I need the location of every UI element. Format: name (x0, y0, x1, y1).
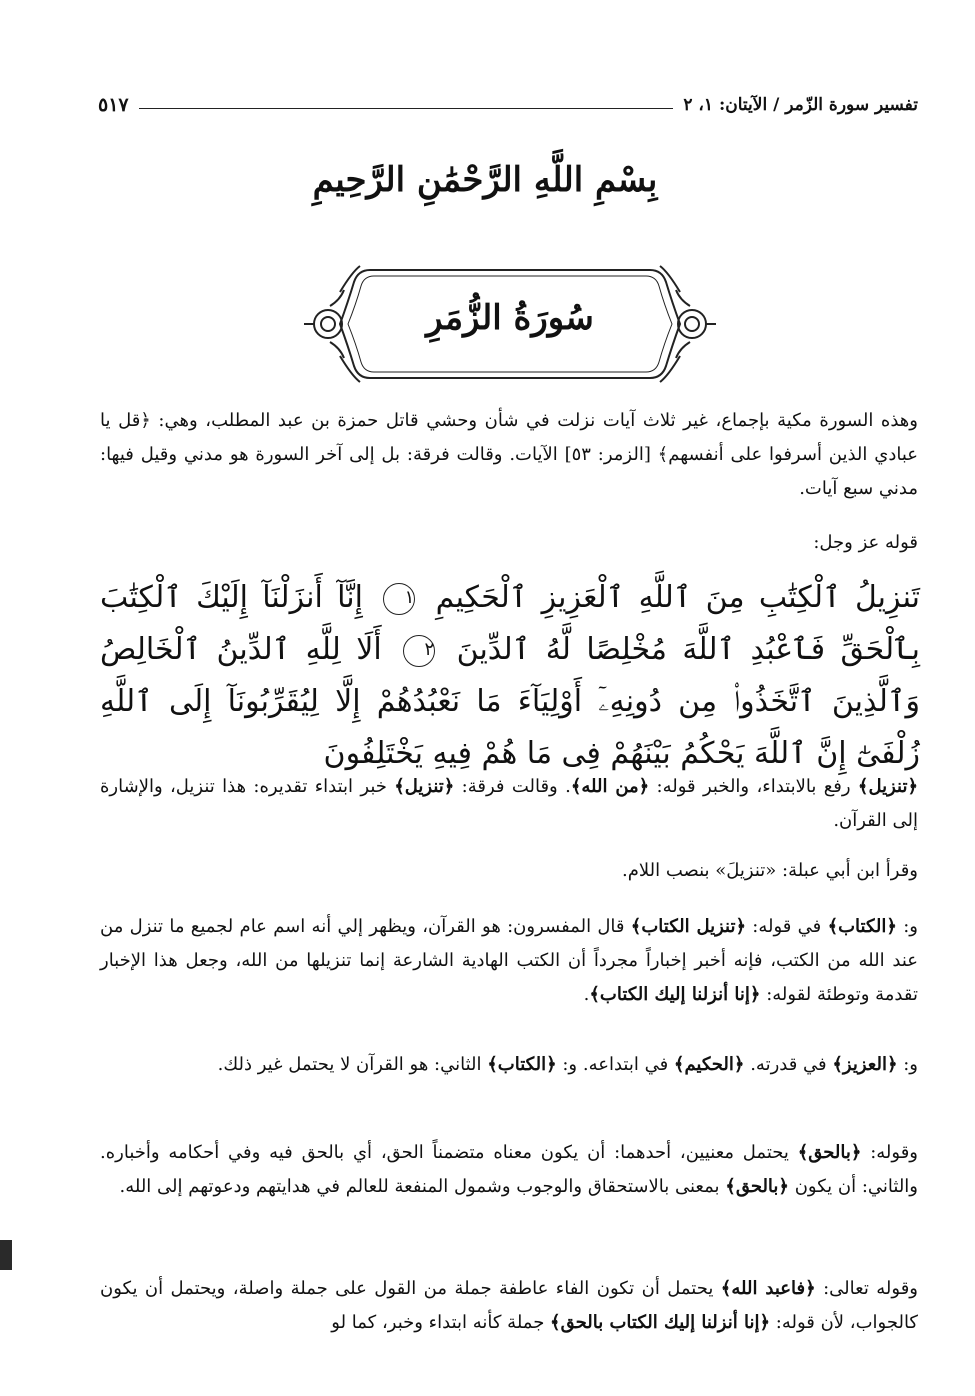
commentary-aziz-hakim (100, 1048, 918, 1082)
text-segment: في قوله: (746, 916, 828, 937)
quote-al-kitab: ﴿الكتاب﴾ (827, 916, 897, 937)
text-segment: رفع بالابتداء، والخبر قوله: (649, 776, 858, 797)
text-segment: جملة كأنه ابتداء وخبر، كما لو (331, 1312, 551, 1333)
quote-al-hakim: ﴿الحكيم﴾ (673, 1054, 745, 1075)
quote-al-aziz: ﴿العزيز﴾ (832, 1054, 898, 1075)
text-segment: في قدرته. (744, 1054, 833, 1075)
quote-bil-haqq-1: ﴿بالحق﴾ (797, 1142, 862, 1163)
text-segment: . وقالت فرقة: (454, 776, 571, 797)
text-segment: في ابتداعه. و: (556, 1054, 674, 1075)
commentary-tanzil (100, 770, 918, 838)
header-rule (139, 108, 674, 109)
quote-inna-anzalna: ﴿إنا أنزلنا إليك الكتاب﴾ (589, 984, 761, 1005)
text-segment: و: (896, 916, 918, 937)
commentary-kitab (100, 910, 918, 1012)
text-segment: بمعنى بالاستحقاق والوجوب وشمول المنفعة للعالم في هدايتهم ودعوتهم إلى الله. (119, 1176, 726, 1197)
text-segment: و: (897, 1054, 918, 1075)
quote-tanzil-al-kitab: ﴿تنزيل الكتاب﴾ (630, 916, 747, 937)
quote-min-allah: ﴿من الله﴾ (570, 776, 650, 797)
quote-tanzil-1: ﴿تنزيل﴾ (857, 776, 919, 797)
text-segment: وقوله: (861, 1142, 918, 1163)
quote-inna-anzalna-bil-haqq: ﴿إنا أنزلنا إليك الكتاب بالحق﴾ (550, 1312, 771, 1333)
intro-paragraph: وهذه السورة مكية بإجماع، غير ثلاث آيات نزلت في شأن وحشي قاتل حمزة بن عبد المطلب، وهي: ﴿قل يا عبادي الذين أسرفوا على أنفسهم﴾ [الزمر: ٥٣] الآيات. وقالت فرقة: بل إلى آخر السورة هو مدني وقيل فيها: مدني سبع آيات. (100, 410, 918, 499)
running-header (98, 90, 918, 120)
text-segment: . (583, 984, 590, 1005)
verse-1-text: تَنزِيلُ ٱلْكِتَٰبِ مِنَ ٱللَّهِ ٱلْعَزِيزِ ٱلْحَكِيمِ (435, 580, 920, 615)
verse-3-text: أَلَا لِلَّهِ ٱلدِّينُ ٱلْخَالِصُ وَٱلَّذِينَ ٱتَّخَذُوا۟ مِن دُونِهِۦٓ أَوْلِيَآءَ مَا نَعْبُدُهُمْ إِلَّا لِيُقَرِّبُونَآ إِلَى ٱللَّهِ زُلْفَىٰٓ إِنَّ ٱللَّهَ يَحْكُمُ بَيْنَهُمْ فِى مَا هُمْ فِيهِ يَخْتَلِفُونَ (100, 632, 920, 771)
text-segment: وقوله تعالى: (815, 1278, 918, 1299)
surah-title: سُورَةُ الزُّمَرِ (426, 298, 594, 338)
quote-al-kitab-2: ﴿الكتاب﴾ (487, 1054, 557, 1075)
text-segment: قال المفسرون: هو القرآن، ويظهر إلي أنه اسم عام لجميع ما تنزل من عند الله من الكتب، فإنه أخبر إخباراً مجرداً أن الكتب الهادية الشارعة إنما تنزيلها من الله، وجعل هذا الإخبار تقدمة وتوطئة لقوله: (100, 916, 918, 1005)
scan-edge-mark (0, 1240, 12, 1270)
text-segment: الثاني: هو القرآن لا يحتمل غير ذلك. (217, 1054, 488, 1075)
text-segment: يحتمل معنيين، أحدهما: أن يكون معناه متضمناً الحق، أي بالحق فيه وفي أحكامه وأخباره. والثاني: أن يكون (100, 1142, 918, 1197)
ayah-number-1: ١ (383, 583, 415, 615)
commentary-reading: وقرأ ابن أبي عبلة: «تنزيلَ» بنصب اللام. (622, 860, 918, 881)
page-number: ٥١٧ (98, 94, 129, 116)
verse-intro-line: قوله عز وجل: (813, 532, 918, 553)
commentary-faabud (100, 1272, 918, 1340)
ayah-number-2: ٢ (403, 635, 435, 667)
quote-faabud-allah: ﴿فاعبد الله﴾ (720, 1278, 816, 1299)
quote-bil-haqq-2: ﴿بالحق﴾ (725, 1176, 789, 1197)
text-segment: خبر ابتداء تقديره: هذا تنزيل، والإشارة إلى القرآن. (100, 776, 918, 831)
verse-2-text: إِنَّآ أَنزَلْنَآ إِلَيْكَ ٱلْكِتَٰبَ بِٱلْحَقِّ فَٱعْبُدِ ٱللَّهَ مُخْلِصًا لَّهُ ٱلدِّينَ (100, 580, 921, 667)
basmala: بِسْمِ اللَّهِ الرَّحْمَٰنِ الرَّحِيمِ (312, 160, 658, 200)
text-segment: يحتمل أن تكون الفاء عاطفة جملة من القول على جملة واصلة، ويحتمل أن يكون كالجواب، لأن قوله: (100, 1278, 918, 1333)
quran-verses-block (100, 572, 920, 780)
commentary-bil-haqq (100, 1136, 918, 1204)
quote-tanzil-2: ﴿تنزيل﴾ (394, 776, 455, 797)
running-title: تفسير سورة الزّمر / الآيتان: ١، ٢ (683, 95, 918, 115)
